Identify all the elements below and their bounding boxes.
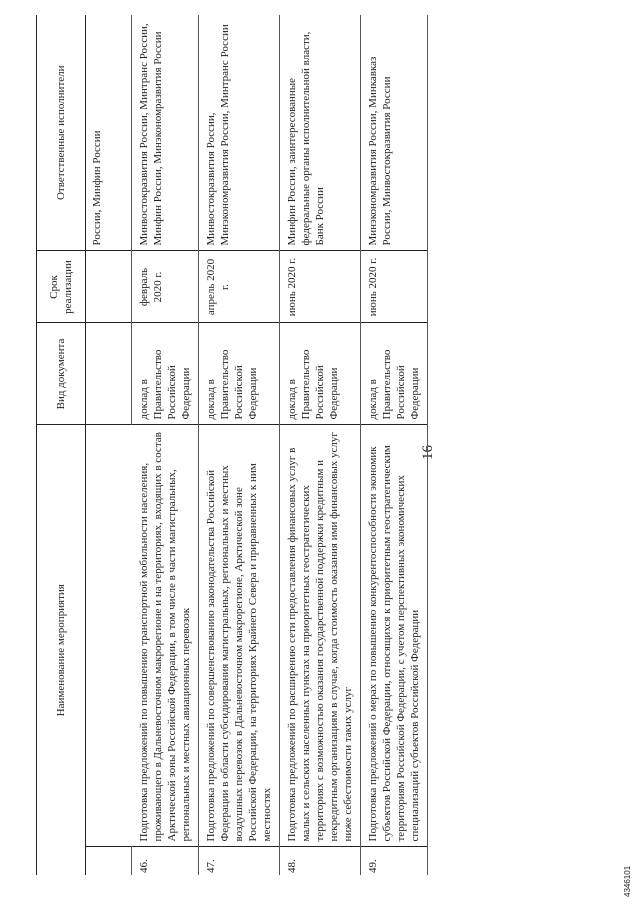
cell-term [86,251,132,323]
table-row [199,15,280,875]
cell-num: 46. [132,847,199,875]
cell-doc-type: доклад в Правительство Российской Федерации [280,323,361,425]
header-doc-type: Вид документа [37,323,86,425]
measures-table [36,15,428,875]
cell-name: Подготовка предложений по расширению сети предоставления финансовых услуг в малых и сельских населенных пунктах на приоритетных геостратегических территориях с возможностью оказания государственной поддержки кредитным и некредитным организациям в случае, когда стоимость оказания ими финансовых услуг ниже себестоимости таких услуг [280,425,361,847]
cell-doc-type [86,323,132,425]
cell-doc-type: доклад в Правительство Российской Федерации [132,323,199,425]
table-row [361,15,428,875]
cell-num: 48. [280,847,361,875]
cell-doc-type: доклад в Правительство Российской Федерации [199,323,280,425]
cell-term: апрель 2020 г. [199,251,280,323]
cell-name: Подготовка предложений по повышению транспортной мобильности населения, проживающего в Дальневосточном макрорегионе и на территориях, входящих в состав Арктической зоны Российской Федерации, в том числе в части магистральных, региональных и местных авиационных перевозок [132,425,199,847]
cell-name: Подготовка предложений о мерах по повышению конкурентоспособности экономик субъектов Российской Федерации, относящихся к приоритетным геостратегическим территориям Российской Федерации, с учетом перспективных экономических специализаций субъектов Российской Федерации [361,425,428,847]
cell-responsible: Минвостокразвития России, Минтранс России, Минфин России, Минэкономразвития России [132,15,199,251]
cell-responsible: Минфин России, заинтересованные федеральные органы исполнительной власти, Банк России [280,15,361,251]
table-row [280,15,361,875]
header-name: Наименование мероприятия [37,425,86,875]
cell-responsible: Минэкономразвития России, Минкавказ России, Минвостокразвития России [361,15,428,251]
cell-responsible: России, Минфин России [86,15,132,251]
header-term: Срок реализации [37,251,86,323]
table-row [132,15,199,875]
cell-term: июнь 2020 г. [280,251,361,323]
cell-num: 49. [361,847,428,875]
cell-term: февраль 2020 г. [132,251,199,323]
table-header-row [37,15,86,875]
cell-term: июнь 2020 г. [361,251,428,323]
cell-num [86,847,132,875]
cell-name: Подготовка предложений по совершенствованию законодательства Российской Федерации в области субсидирования магистральных, региональных и местных воздушных перевозок в Дальневосточном макрорегионе, Арктической зоне Российской Федерации, на территориях Крайнего Севера и приравненных к ним местностях [199,425,280,847]
page-number: 16 [420,445,436,460]
cell-name [86,425,132,847]
cell-doc-type: доклад в Правительство Российской Федерации [361,323,428,425]
cell-num: 47. [199,847,280,875]
document-id: 4346101 [623,865,632,897]
header-responsible: Ответственные исполнители [37,15,86,251]
cell-responsible: Минвостокразвития России, Минэкономразвития России, Минтранс России [199,15,280,251]
table-row-continuation [86,15,132,875]
